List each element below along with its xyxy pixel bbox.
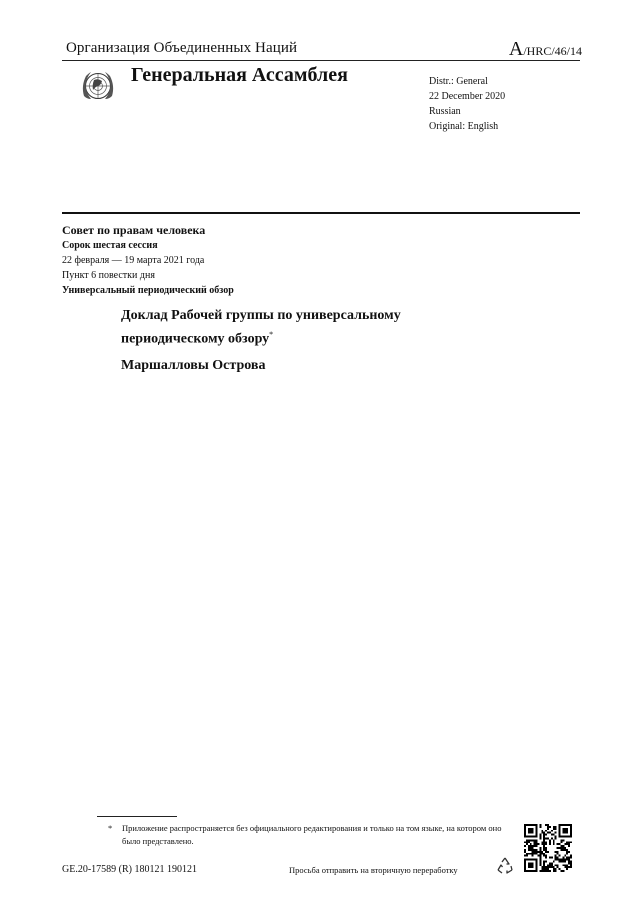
- distribution-line: 22 December 2020: [429, 91, 506, 102]
- header-thick-rule: [62, 212, 580, 214]
- report-title-text: Доклад Рабочей группы по универсальному периодическому обзору: [121, 308, 401, 347]
- recycle-text: Просьба отправить на вторичную переработку: [289, 865, 458, 875]
- agenda-item: Пункт 6 повестки дня: [62, 270, 155, 281]
- organization-name: Организация Объединенных Наций: [66, 40, 298, 56]
- document-symbol-letter: A: [508, 38, 524, 60]
- session-block: [62, 222, 234, 298]
- country-name: Маршалловы Острова: [121, 358, 266, 373]
- qr-code-icon[interactable]: [524, 824, 572, 872]
- document-symbol: [509, 38, 582, 61]
- distribution-line: Distr.: General: [429, 76, 488, 87]
- distribution-line: Original: English: [429, 121, 499, 132]
- recycle-icon: [494, 855, 516, 877]
- footnote: [108, 822, 508, 848]
- session-dates: 22 февраля — 19 марта 2021 года: [62, 255, 205, 266]
- session-name: Сорок шестая сессия: [62, 240, 158, 251]
- body-title: Генеральная Ассамблея: [131, 64, 348, 86]
- report-title: [121, 306, 461, 349]
- footnote-rule: [97, 816, 177, 817]
- distribution-line: Russian: [429, 106, 461, 117]
- document-number: GE.20-17589 (R) 180121 190121: [62, 864, 197, 875]
- agenda-title: Универсальный периодический обзор: [62, 285, 234, 296]
- footnote-text: Приложение распространяется без официального редактирования и только на том языке, на котором оно было представлено.: [122, 823, 502, 846]
- council-name: Совет по правам человека: [62, 223, 206, 237]
- header-rule: [62, 60, 580, 61]
- document-symbol-rest: /HRC/46/14: [523, 44, 582, 58]
- un-emblem-icon: [78, 66, 118, 106]
- footnote-marker: *: [108, 823, 113, 833]
- distribution-block: [429, 74, 505, 134]
- report-footnote-marker[interactable]: *: [269, 330, 274, 339]
